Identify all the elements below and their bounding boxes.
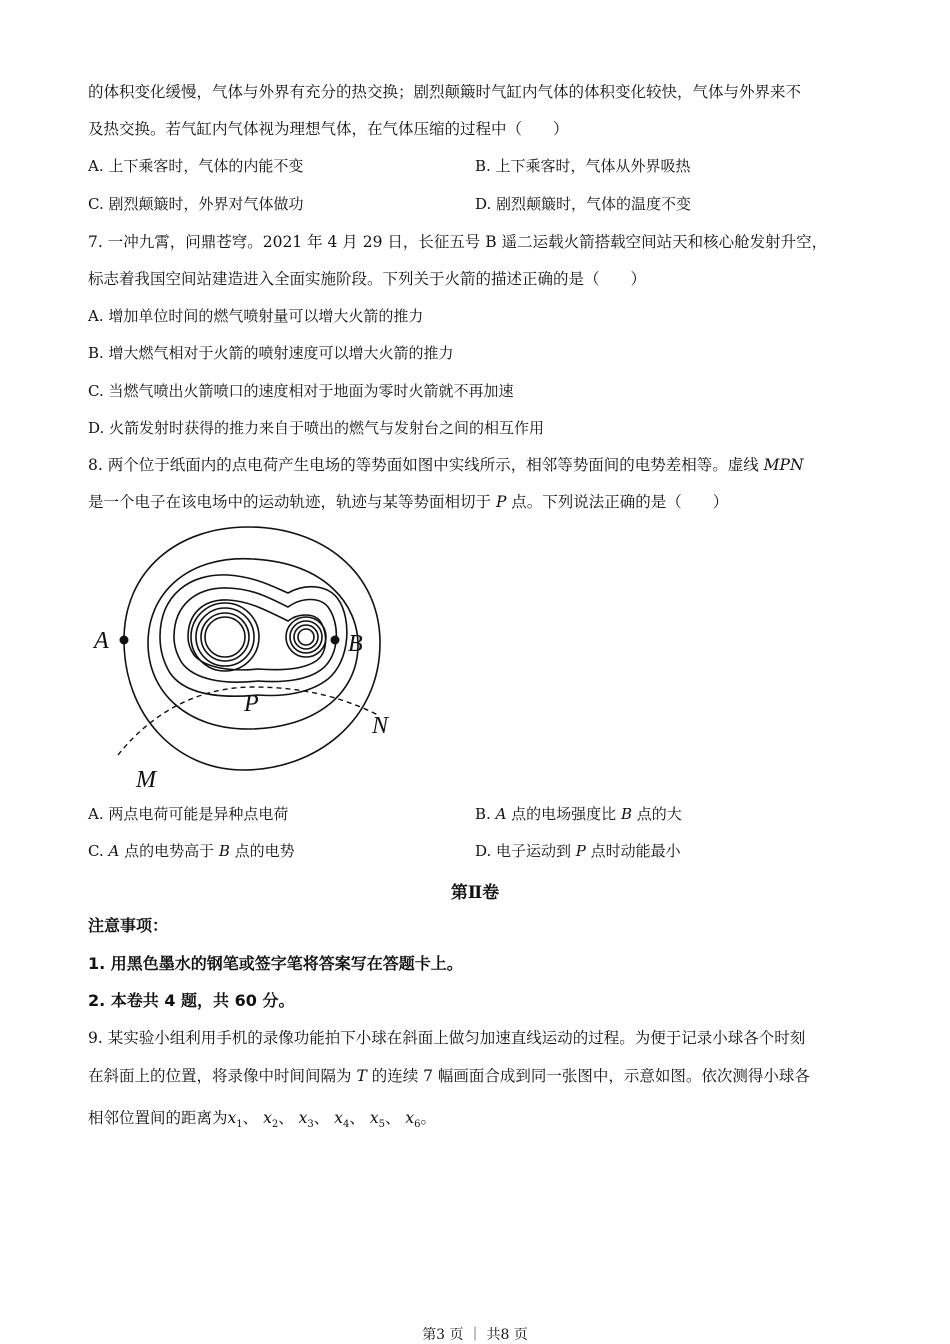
q7-option-c[interactable]: C. 当燃气喷出火箭喷口的速度相对于地面为零时火箭就不再加速 — [88, 382, 514, 400]
label-a: A — [94, 628, 109, 654]
q7-option-a[interactable]: A. 增加单位时间的燃气喷射量可以增大火箭的推力 — [88, 307, 424, 325]
q8-option-a[interactable]: A. 两点电荷可能是异种点电荷 — [88, 805, 289, 823]
point-b-dot — [331, 636, 340, 645]
q7-option-b[interactable]: B. 增大燃气相对于火箭的喷射速度可以增大火箭的推力 — [88, 344, 454, 362]
notice-item-2: 2. 本卷共 4 题，共 60 分。 — [88, 991, 295, 1010]
q8-stem-line-2: 是一个电子在该电场中的运动轨迹，轨迹与某等势面相切于 P 点。下列说法正确的是（ ） — [88, 493, 729, 511]
trajectory-label: MPN — [763, 456, 804, 474]
left-charge-ring-4 — [205, 617, 245, 657]
q9-stem-line-3: 相邻位置间的距离为$x_1$、 $x_2$、 $x_3$、 $x_4$、 $x_5$、 $x_6$。 — [88, 1109, 437, 1131]
q8-option-c[interactable]: C. A 点的电势高于 B 点的电势 — [88, 842, 295, 860]
q7-stem-line-2: 标志着我国空间站建造进入全面实施阶段。下列关于火箭的描述正确的是（ ） — [88, 270, 647, 288]
label-b: B — [348, 631, 363, 657]
q8-option-d[interactable]: D. 电子运动到 P 点时动能最小 — [475, 842, 681, 860]
equipotential-peanut-2 — [174, 588, 336, 682]
page-footer: 第3 页 ｜ 共8 页 — [422, 1327, 528, 1343]
left-charge-ring-3 — [201, 613, 249, 661]
q7-option-d[interactable]: D. 火箭发射时获得的推力来自于喷出的燃气与发射台之间的相互作用 — [88, 419, 545, 437]
q8-option-b[interactable]: B. A 点的电场强度比 B 点的大 — [475, 805, 682, 823]
section-title: 第Ⅱ卷 — [450, 883, 500, 903]
q6-option-a[interactable]: A. 上下乘客时，气体的内能不变 — [88, 157, 304, 175]
q6-stem-line-2: 及热交换。若气缸内气体视为理想气体，在气体压缩的过程中（ ） — [88, 120, 569, 138]
q7-stem-line-1: 7. 一冲九霄，问鼎苍穹。2021 年 4 月 29 日，长征五号 B 遥二运载火箭搭载空间站天和核心舱发射升空， — [88, 233, 828, 251]
q8-stem-line-1: 8. 两个位于纸面内的点电荷产生电场的等势面如图中实线所示，相邻等势面间的电势差相等。虚线 MPN — [88, 456, 804, 474]
point-a-dot — [120, 636, 129, 645]
notice-heading: 注意事项： — [88, 916, 169, 935]
equipotential-peanut-3 — [188, 600, 326, 670]
q9-stem-line-1: 9. 某实验小组利用手机的录像功能拍下小球在斜面上做匀加速直线运动的过程。为便于记录小球各个时刻 — [88, 1029, 806, 1047]
equipotential-figure — [88, 515, 418, 795]
notice-item-1: 1. 用黑色墨水的钢笔或签字笔将答案写在答题卡上。 — [88, 954, 463, 973]
q6-stem-line-1: 的体积变化缓慢，气体与外界有充分的热交换；剧烈颠簸时气缸内气体的体积变化较快，气体与外界来不 — [88, 83, 802, 101]
q6-option-c[interactable]: C. 剧烈颠簸时，外界对气体做功 — [88, 195, 304, 213]
right-charge-ring-4 — [298, 629, 314, 645]
right-charge-ring-1 — [286, 617, 326, 657]
label-m: M — [136, 767, 156, 793]
label-p: P — [244, 691, 259, 717]
label-n: N — [372, 713, 389, 739]
q6-option-d[interactable]: D. 剧烈颠簸时，气体的温度不变 — [475, 195, 692, 213]
q6-option-b[interactable]: B. 上下乘客时，气体从外界吸热 — [475, 157, 691, 175]
q9-stem-line-2: 在斜面上的位置，将录像中时间间隔为 T 的连续 7 幅画面合成到同一张图中，示意如图。依次测得小球各 — [88, 1067, 810, 1085]
